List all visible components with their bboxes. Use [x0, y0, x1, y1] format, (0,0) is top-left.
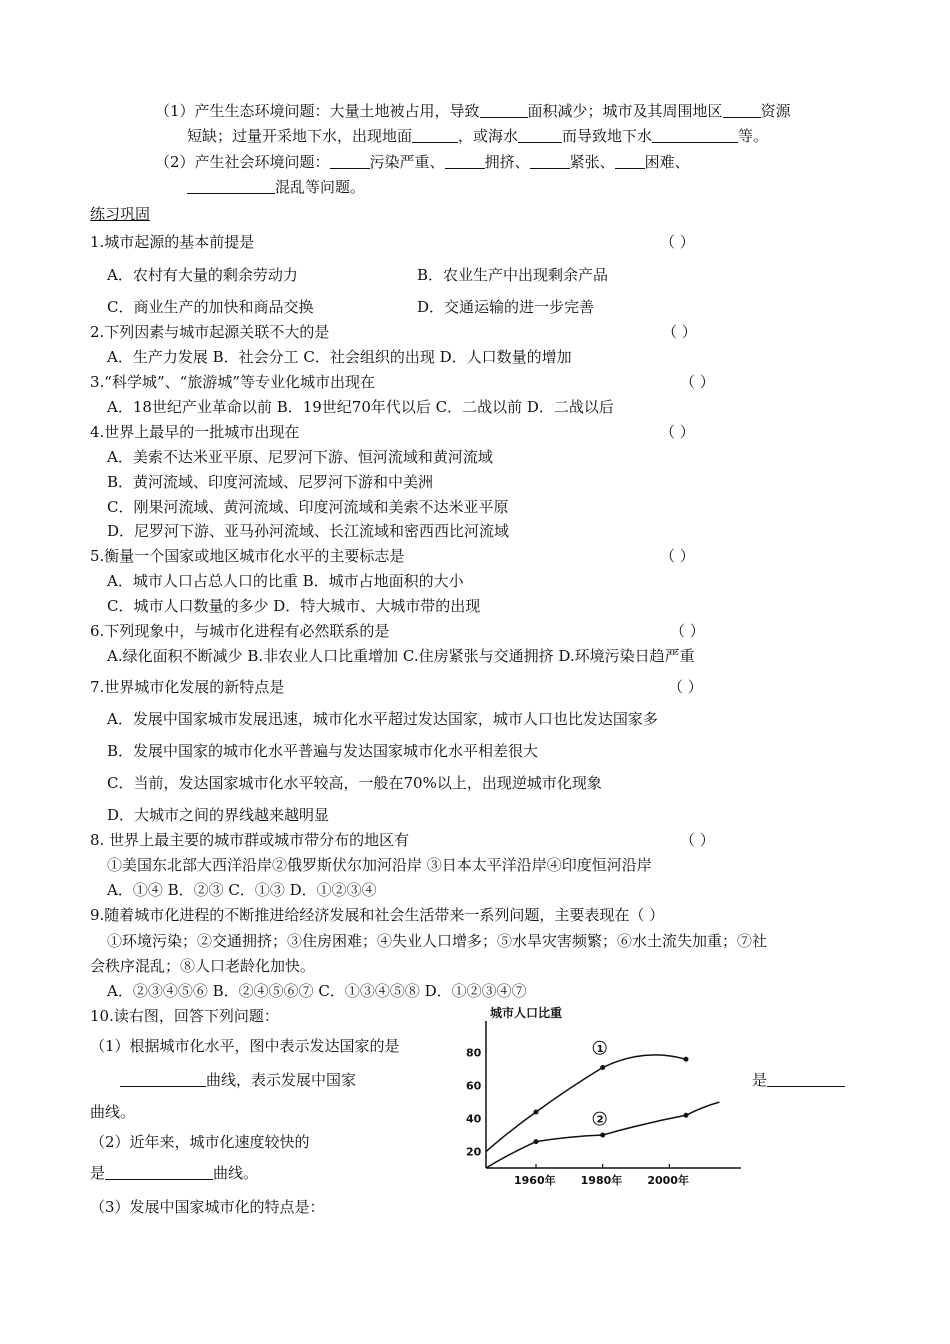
q10-part-1-end — [752, 1070, 845, 1090]
intro-text: 拥挤、 — [484, 153, 530, 171]
series-line — [486, 1055, 686, 1152]
answer-paren: （ ） — [660, 547, 695, 565]
q4-option-d: D．尼罗河下游、亚马孙河流域、长江流域和密西西比河流域 — [107, 522, 510, 540]
answer-paren: （ ） — [670, 622, 705, 640]
intro-text: 紧张、 — [569, 153, 615, 171]
q6-stem: 6.下列现象中，与城市化进程有必然联系的是 — [90, 622, 390, 640]
blank — [767, 1072, 845, 1087]
q10-part-3: （3）发展中国家城市化的特点是： — [90, 1198, 325, 1216]
q4-stem: 4.世界上最早的一批城市出现在 — [90, 423, 300, 441]
intro-line-2 — [187, 126, 768, 146]
answer-paren: （ ） — [680, 831, 715, 849]
blank — [480, 103, 528, 118]
x-tick-label: 1960年 — [514, 1174, 556, 1187]
q2-options: A．生产力发展 B．社会分工 C．社会组织的出现 D．人口数量的增加 — [107, 348, 572, 366]
x-tick-label: 2000年 — [647, 1174, 689, 1187]
intro-text: 面积减少；城市及其周围地区 — [527, 102, 723, 120]
data-point — [600, 1133, 605, 1138]
answer-paren: （ ） — [662, 323, 697, 341]
intro-text: ，或海水 — [458, 127, 519, 145]
data-point — [600, 1065, 605, 1070]
q9-items-line-1: ①环境污染；②交通拥挤；③住房困难；④失业人口增多；⑤水旱灾害频繁；⑥水土流失加重；⑦社 — [107, 932, 768, 950]
q9-items-line-2: 会秩序混乱；⑧人口老龄化加快。 — [90, 957, 316, 975]
q5-options-cd: C．城市人口数量的多少 D．特大城市、大城市带的出现 — [107, 597, 481, 615]
intro-text: 而导致地下水 — [562, 127, 653, 145]
answer-paren: （ ） — [629, 906, 665, 924]
data-point — [534, 1139, 539, 1144]
q8-items: ①美国东北部大西洋沿岸②俄罗斯伏尔加河沿岸 ③日本太平洋沿岸④印度恒河沿岸 — [107, 856, 652, 874]
q10-text: 是 — [90, 1164, 106, 1182]
answer-paren: （ ） — [668, 678, 703, 696]
q10-text: 曲线。 — [213, 1164, 259, 1182]
q3-options: A．18世纪产业革命以前 B．19世纪70年代以后 C．二战以前 D．二战以后 — [107, 398, 614, 416]
q5-stem: 5.衡量一个国家或地区城市化水平的主要标志是 — [90, 547, 405, 565]
q1-option-d: D．交通运输的进一步完善 — [417, 298, 595, 316]
y-tick-label: 80 — [466, 1046, 482, 1060]
data-point — [684, 1057, 689, 1062]
intro-line-3 — [155, 152, 690, 172]
blank — [723, 103, 761, 118]
intro-text: （2）产生社会环境问题： — [155, 153, 330, 171]
q1-option-c: C．商业生产的加快和商品交换 — [107, 298, 314, 316]
q7-option-d: D．大城市之间的界线越来越明显 — [107, 806, 330, 824]
blank — [518, 128, 562, 143]
q7-option-c: C．当前，发达国家城市化水平较高，一般在70%以上，出现逆城市化现象 — [107, 774, 602, 792]
answer-paren: （ ） — [680, 373, 715, 391]
blank — [187, 179, 275, 194]
intro-line-4 — [187, 177, 365, 197]
data-point — [534, 1110, 539, 1115]
q10-stem: 10.读右图，回答下列问题： — [90, 1007, 279, 1025]
intro-text: 资源 — [760, 102, 791, 120]
blank — [330, 154, 370, 169]
q4-option-c: C．刚果河流域、黄河流域、印度河流域和美索不达米亚平原 — [107, 498, 509, 516]
y-tick-label: 40 — [466, 1112, 482, 1126]
data-point — [684, 1113, 689, 1118]
intro-text: 混乱等问题。 — [275, 178, 366, 196]
q3-stem: 3.“科学城”、“旅游城”等专业化城市出现在 — [90, 373, 375, 391]
y-tick-label: 60 — [466, 1079, 482, 1093]
section-title: 练习巩固 — [90, 205, 151, 223]
blank — [120, 1072, 206, 1087]
q4-option-a: A．美索不达米亚平原、尼罗河下游、恒河流域和黄河流域 — [107, 448, 493, 466]
q7-option-b: B．发展中国家的城市化水平普遍与发达国家城市化水平相差很大 — [107, 742, 539, 760]
q9-options: A．②③④⑤⑥ B．②④⑤⑥⑦ C．①③④⑤⑧ D．①②③④⑦ — [107, 982, 527, 1000]
q2-stem: 2.下列因素与城市起源关联不大的是 — [90, 323, 330, 341]
q9-stem-text: 9.随着城市化进程的不断推进给经济发展和社会生活带来一系列问题，主要表现在 — [90, 906, 630, 924]
q7-option-a: A．发展中国家城市发展迅速，城市化水平超过发达国家，城市人口也比发达国家多 — [107, 710, 658, 728]
q10-part-1-tail: 曲线。 — [90, 1103, 136, 1121]
q10-part-2-line — [90, 1163, 258, 1183]
intro-text: 短缺；过量开采地下水，出现地面 — [187, 127, 413, 145]
q4-option-b: B．黄河流域、印度河流域、尼罗河下游和中美洲 — [107, 473, 434, 491]
series-label: 1 — [596, 1043, 604, 1055]
q10-text: 是 — [752, 1071, 768, 1089]
intro-text: 等。 — [738, 127, 769, 145]
q1-option-b: B．农业生产中出现剩余产品 — [417, 266, 609, 284]
q1-stem: 1.城市起源的基本前提是 — [90, 233, 255, 251]
intro-text: 污染严重、 — [369, 153, 445, 171]
answer-paren: （ ） — [660, 233, 695, 251]
intro-text: （1）产生生态环境问题：大量土地被占用，导致 — [155, 102, 480, 120]
x-tick-label: 1980年 — [580, 1174, 623, 1187]
blank — [652, 128, 738, 143]
q10-part-1: （1）根据城市化水平，图中表示发达国家的是 — [90, 1037, 400, 1055]
blank — [530, 154, 570, 169]
q10-text: 曲线，表示发展中国家 — [206, 1071, 357, 1089]
blank — [445, 154, 485, 169]
answer-paren: （ ） — [660, 423, 695, 441]
q8-stem: 8. 世界上最主要的城市群或城市带分布的地区有 — [90, 831, 410, 849]
intro-line-1 — [155, 101, 791, 121]
y-tick-label: 20 — [466, 1145, 482, 1159]
y-axis-label: 城市人口比重 — [490, 1006, 563, 1020]
blank — [105, 1165, 213, 1180]
blank — [615, 154, 645, 169]
q10-part-2: （2）近年来，城市化速度较快的 — [90, 1133, 310, 1151]
q7-stem: 7.世界城市化发展的新特点是 — [90, 678, 285, 696]
intro-text: 困难、 — [644, 153, 690, 171]
series-label: 2 — [596, 1114, 604, 1126]
blank — [412, 128, 458, 143]
q5-options-ab: A．城市人口占总人口的比重 B．城市占地面积的大小 — [107, 572, 464, 590]
q8-options: A．①④ B．②③ C．①③ D．①②③④ — [107, 881, 377, 899]
q10-part-1-blank-line — [120, 1070, 356, 1090]
q9-stem — [90, 905, 664, 925]
urbanization-chart — [464, 1003, 754, 1193]
q1-option-a: A．农村有大量的剩余劳动力 — [107, 266, 298, 284]
q6-options: A.绿化面积不断减少 B.非农业人口比重增加 C.住房紧张与交通拥挤 D.环境污染日趋严重 — [107, 647, 695, 665]
